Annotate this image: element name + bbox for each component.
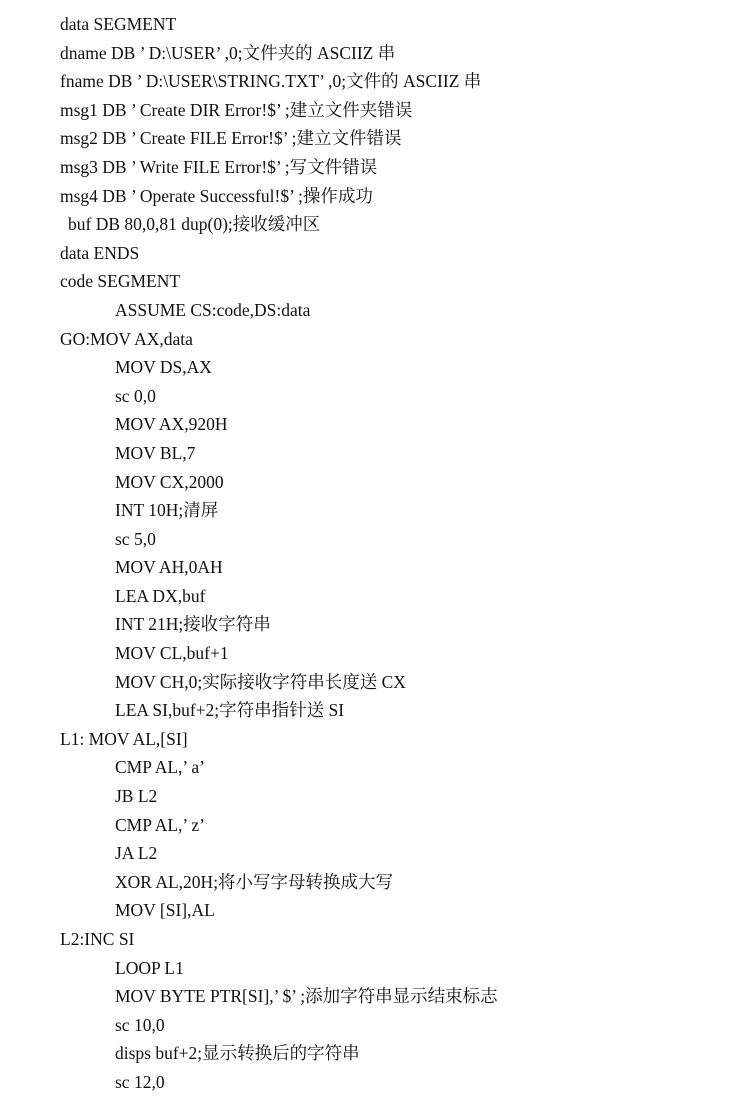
code-line: MOV AX,920H xyxy=(115,414,228,435)
code-line: MOV DS,AX xyxy=(115,357,212,378)
code-line: MOV [SI],AL xyxy=(115,900,215,921)
code-line: L1: MOV AL,[SI] xyxy=(60,728,188,749)
code-line: L2:INC SI xyxy=(60,929,135,949)
code-line: LOOP L1 xyxy=(115,957,184,978)
code-line: msg4 DB ’ Operate Successful!$’ ;操作成功 xyxy=(60,185,373,206)
code-line: INT 21H;接收字符串 xyxy=(115,614,271,635)
code-line: ASSUME CS:code,DS:data xyxy=(115,299,311,320)
code-line: fname DB ’ D:\USER\STRING.TXT’ ,0;文件的 ASCIIZ 串 xyxy=(60,71,482,92)
code-line: disps buf+2;显示转换后的字符串 xyxy=(115,1043,360,1064)
code-line: JB L2 xyxy=(115,786,158,807)
code-line: msg2 DB ’ Create FILE Error!$’ ;建立文件错误 xyxy=(60,128,402,149)
code-line: msg3 DB ’ Write FILE Error!$’ ;写文件错误 xyxy=(60,156,378,177)
code-line: XOR AL,20H;将小写字母转换成大写 xyxy=(115,871,394,892)
code-line: INT 10H;清屏 xyxy=(115,500,219,521)
code-listing xyxy=(0,10,747,1097)
code-line: MOV CL,buf+1 xyxy=(115,643,229,664)
code-line: code SEGMENT xyxy=(60,271,181,292)
code-line: sc 12,0 xyxy=(115,1071,165,1092)
code-line: msg1 DB ’ Create DIR Error!$’ ;建立文件夹错误 xyxy=(60,99,413,120)
code-line: data ENDS xyxy=(60,242,140,263)
code-line: MOV BL,7 xyxy=(115,442,196,463)
code-line: CMP AL,’ z’ xyxy=(115,814,205,835)
code-line: MOV CH,0;实际接收字符串长度送 CX xyxy=(115,671,406,692)
code-line: sc 5,0 xyxy=(115,528,156,549)
code-line: sc 0,0 xyxy=(115,385,156,406)
code-line: data SEGMENT xyxy=(60,14,177,34)
code-line: buf DB 80,0,81 dup(0);接收缓冲区 xyxy=(68,214,321,235)
code-line: sc 10,0 xyxy=(115,1014,165,1035)
code-line: GO:MOV AX,data xyxy=(60,328,193,349)
code-line: JA L2 xyxy=(115,843,158,864)
code-line: LEA SI,buf+2;字符串指针送 SI xyxy=(115,700,345,721)
code-line: MOV CX,2000 xyxy=(115,471,224,492)
code-line: LEA DX,buf xyxy=(115,585,206,606)
code-line: MOV AH,0AH xyxy=(115,557,223,578)
code-line: CMP AL,’ a’ xyxy=(115,757,205,778)
code-line: MOV BYTE PTR[SI],’ $’ ;添加字符串显示结束标志 xyxy=(115,986,498,1007)
code-line: dname DB ’ D:\USER’ ,0;文件夹的 ASCIIZ 串 xyxy=(60,42,396,63)
